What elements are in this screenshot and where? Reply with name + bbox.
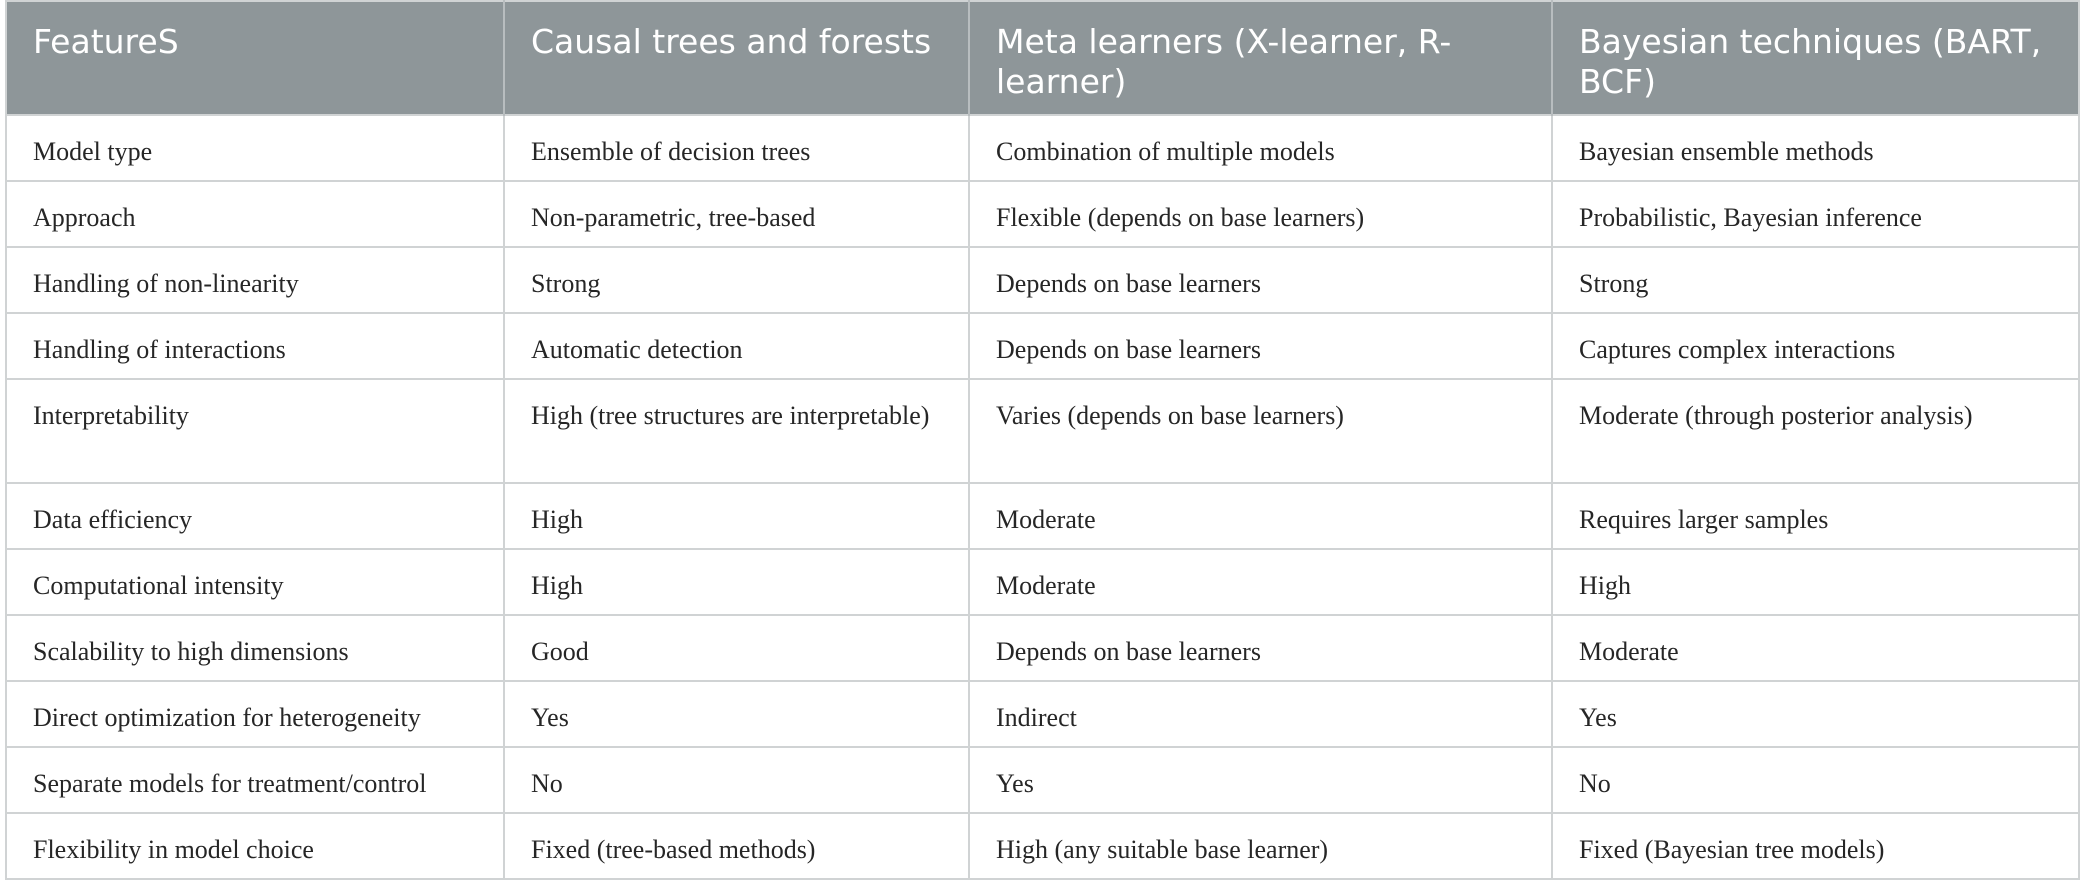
header-causal-trees: Causal trees and forests: [504, 1, 969, 115]
meta-learners-cell: Depends on base learners: [969, 247, 1552, 313]
bayesian-cell: Requires larger samples: [1552, 483, 2079, 549]
causal-trees-cell: Yes: [504, 681, 969, 747]
table-row: [6, 681, 2079, 747]
bayesian-cell: No: [1552, 747, 2079, 813]
bayesian-cell: Fixed (Bayesian tree models): [1552, 813, 2079, 879]
meta-learners-cell: High (any suitable base learner): [969, 813, 1552, 879]
meta-learners-cell: Moderate: [969, 483, 1552, 549]
bayesian-cell: Bayesian ensemble methods: [1552, 115, 2079, 181]
table-row: [6, 115, 2079, 181]
header-features: FeatureS: [6, 1, 504, 115]
causal-trees-cell: Automatic detection: [504, 313, 969, 379]
header-meta-learners: Meta learners (X-learner, R-learner): [969, 1, 1552, 115]
causal-trees-cell: Fixed (tree-based methods): [504, 813, 969, 879]
causal-trees-cell: Ensemble of decision trees: [504, 115, 969, 181]
feature-cell: Handling of interactions: [6, 313, 504, 379]
meta-learners-cell: Varies (depends on base learners): [969, 379, 1552, 483]
feature-cell: Flexibility in model choice: [6, 813, 504, 879]
table-row: [6, 813, 2079, 879]
feature-cell: Computational intensity: [6, 549, 504, 615]
feature-cell: Scalability to high dimensions: [6, 615, 504, 681]
table-row: [6, 747, 2079, 813]
bayesian-cell: High: [1552, 549, 2079, 615]
feature-cell: Separate models for treatment/control: [6, 747, 504, 813]
feature-cell: Approach: [6, 181, 504, 247]
causal-trees-cell: No: [504, 747, 969, 813]
meta-learners-cell: Depends on base learners: [969, 313, 1552, 379]
bayesian-cell: Moderate: [1552, 615, 2079, 681]
causal-trees-cell: High: [504, 483, 969, 549]
causal-trees-cell: Non-parametric, tree-based: [504, 181, 969, 247]
feature-cell: Direct optimization for heterogeneity: [6, 681, 504, 747]
causal-trees-cell: High (tree structures are interpretable): [504, 379, 969, 483]
header-row: [6, 1, 2079, 115]
table-row: [6, 247, 2079, 313]
bayesian-cell: Yes: [1552, 681, 2079, 747]
comparison-table-container: [5, 0, 2078, 871]
meta-learners-cell: Indirect: [969, 681, 1552, 747]
feature-cell: Model type: [6, 115, 504, 181]
bayesian-cell: Captures complex interactions: [1552, 313, 2079, 379]
feature-cell: Data efficiency: [6, 483, 504, 549]
table-row: [6, 313, 2079, 379]
feature-cell: Interpretability: [6, 379, 504, 483]
bayesian-cell: Moderate (through posterior analysis): [1552, 379, 2079, 483]
causal-trees-cell: High: [504, 549, 969, 615]
meta-learners-cell: Depends on base learners: [969, 615, 1552, 681]
meta-learners-cell: Yes: [969, 747, 1552, 813]
meta-learners-cell: Flexible (depends on base learners): [969, 181, 1552, 247]
bayesian-cell: Probabilistic, Bayesian inference: [1552, 181, 2079, 247]
comparison-table: [5, 0, 2080, 880]
causal-trees-cell: Good: [504, 615, 969, 681]
table-row: [6, 181, 2079, 247]
meta-learners-cell: Combination of multiple models: [969, 115, 1552, 181]
table-row: [6, 379, 2079, 483]
table-row: [6, 549, 2079, 615]
table-row: [6, 615, 2079, 681]
meta-learners-cell: Moderate: [969, 549, 1552, 615]
header-bayesian: Bayesian techniques (BART, BCF): [1552, 1, 2079, 115]
bayesian-cell: Strong: [1552, 247, 2079, 313]
causal-trees-cell: Strong: [504, 247, 969, 313]
feature-cell: Handling of non-linearity: [6, 247, 504, 313]
table-row: [6, 483, 2079, 549]
